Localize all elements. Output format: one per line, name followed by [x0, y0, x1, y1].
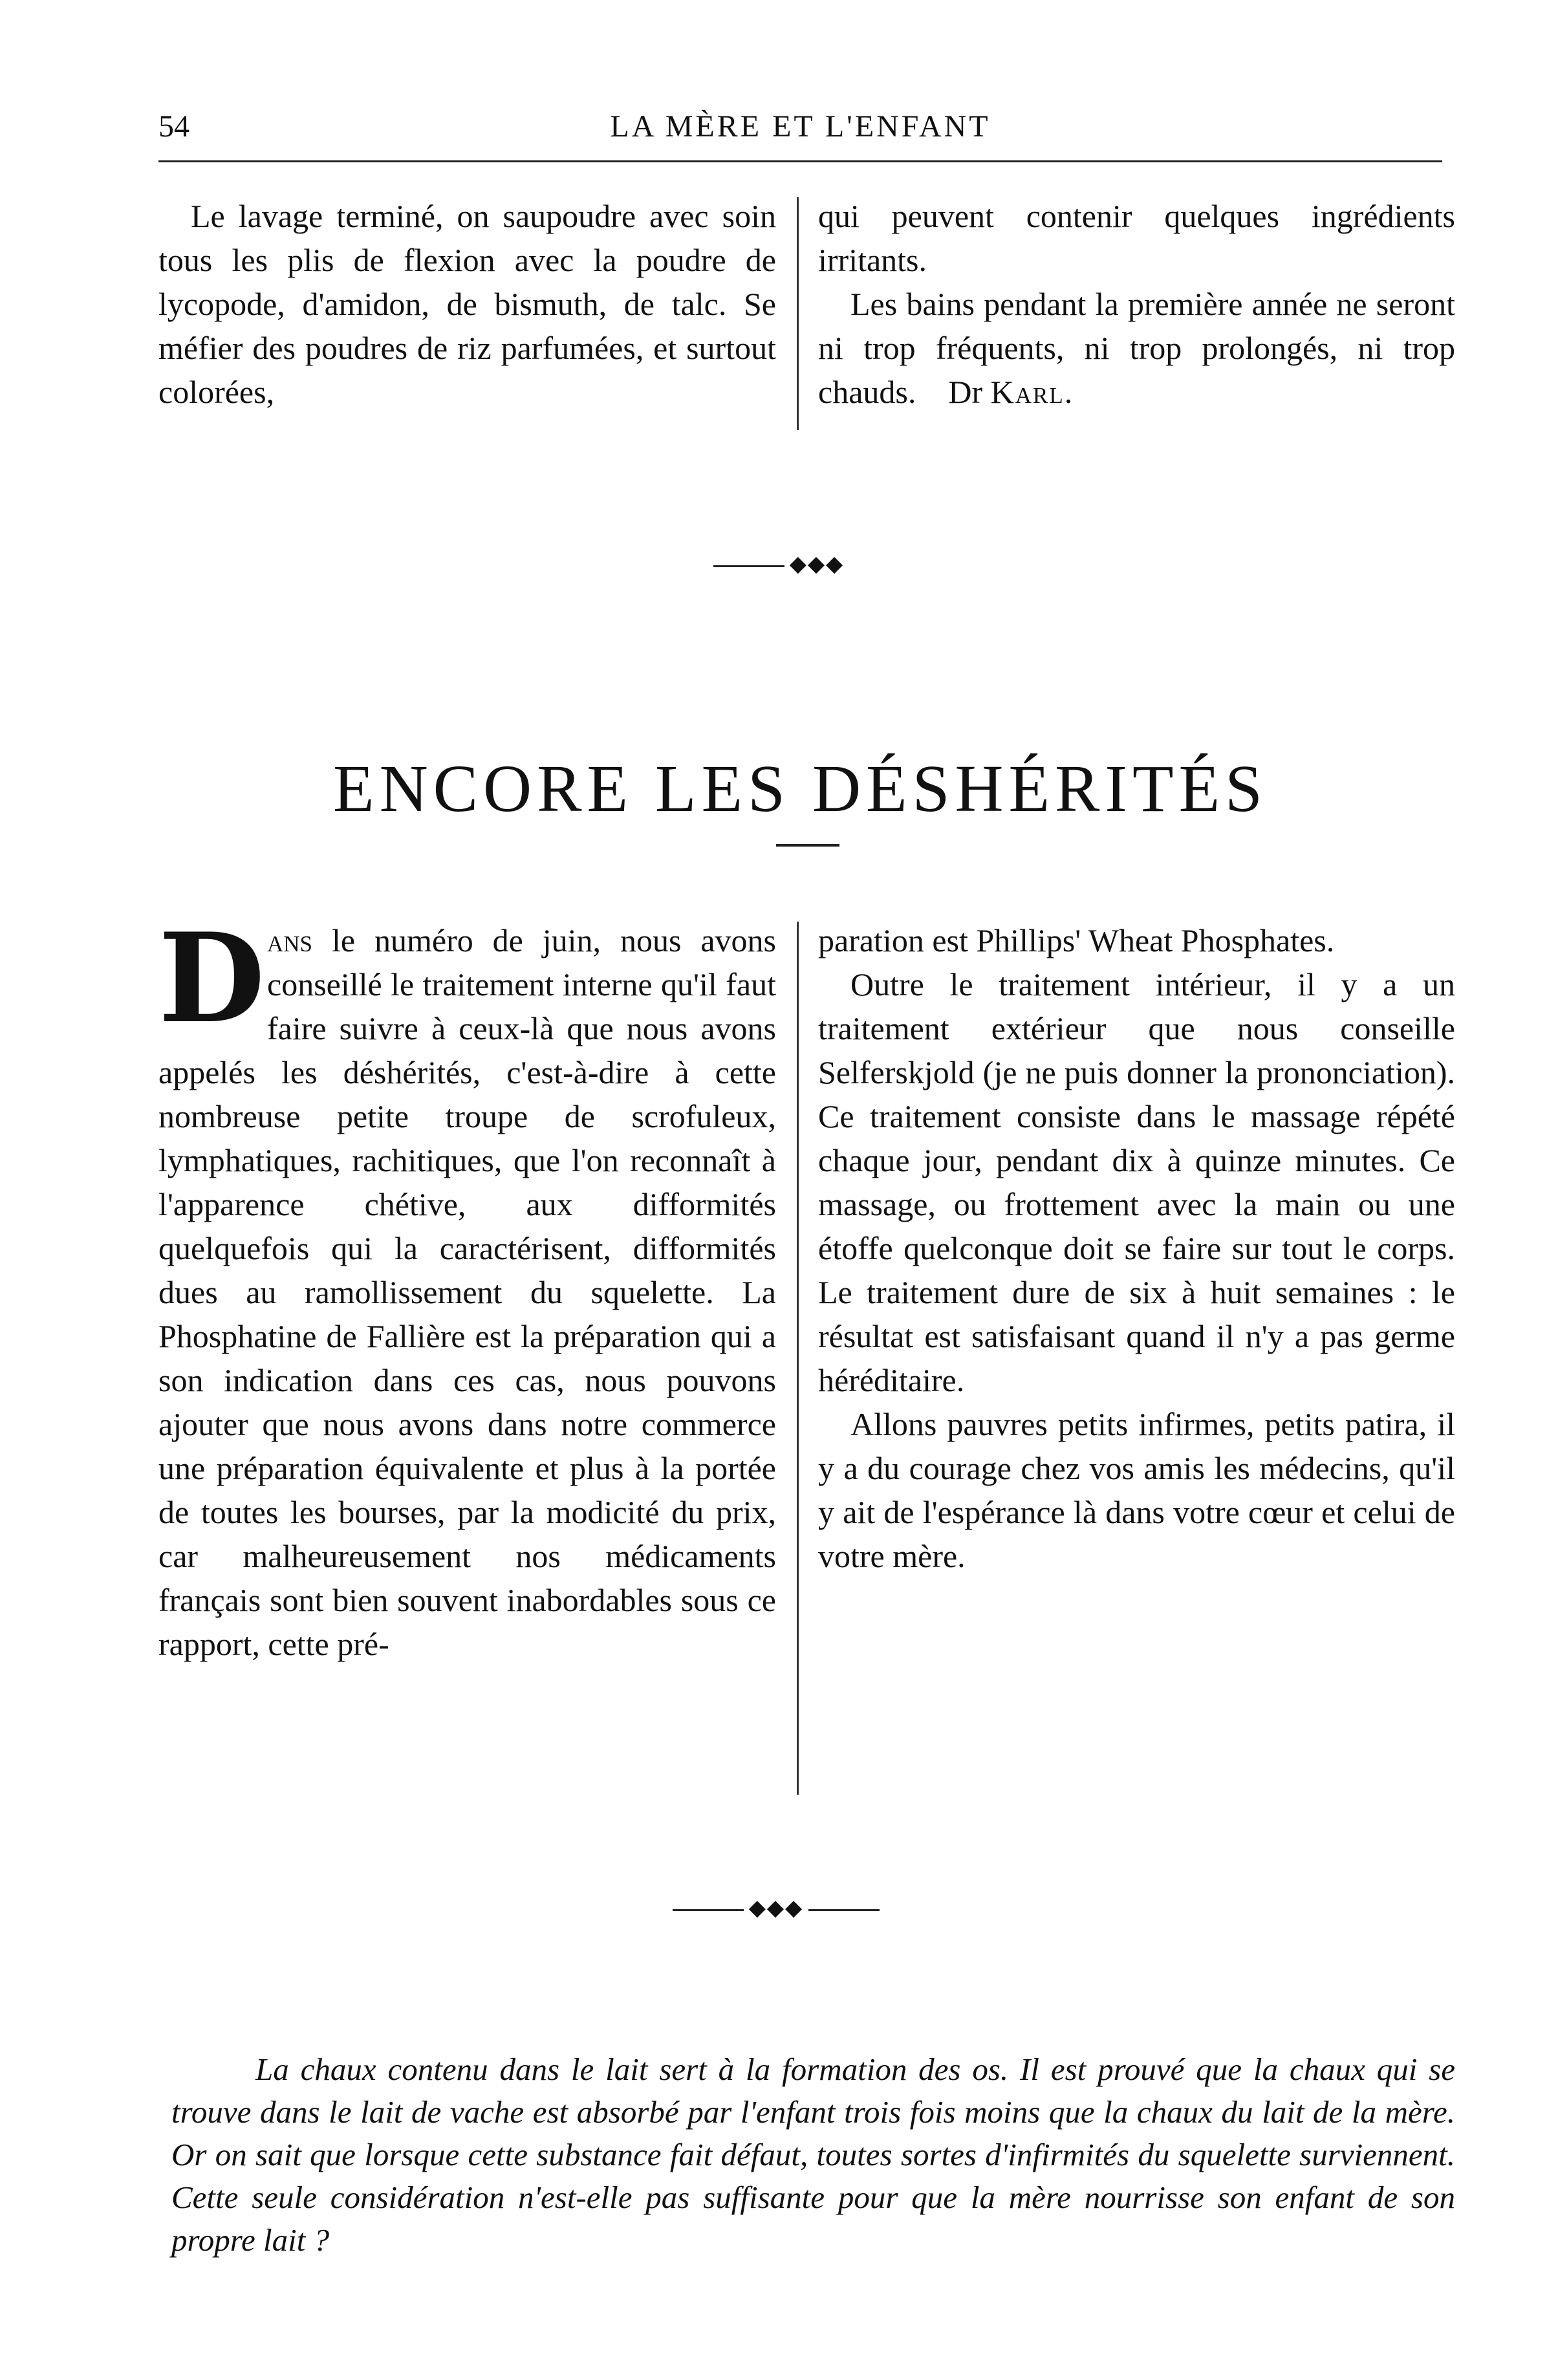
drop-cap-letter: D — [158, 906, 265, 1050]
previous-article-left-column — [158, 194, 776, 414]
ornament-diamonds-bottom: ◆◆◆ — [748, 1896, 804, 1920]
section-ornament-bottom — [640, 1895, 912, 1921]
article-right-paragraph-3: Allons pauvres petits infirmes, petits patira, il y a du courage chez vos amis les médecins, qu'il y ait de l'espérance là dans votre cœur et celui de votre mère. — [818, 1406, 1455, 1574]
ornament-line-left — [713, 565, 784, 567]
header-rule — [158, 160, 1442, 162]
column-divider-top — [797, 197, 799, 430]
page-number: 54 — [158, 109, 189, 144]
author-signature — [948, 374, 1074, 410]
running-header — [158, 109, 1442, 147]
ornament-line-right-bottom — [808, 1909, 880, 1911]
article-right-paragraph-2: Outre le traitement intérieur, il y a un traitement extérieur que nous conseille Selferskjold (je ne puis donner la prononciation). Ce traitement consiste dans le massage répété chaque jour, pendant dix à quinze minutes. Ce massage, ou frottement avec la main ou une étoffe quelconque doit se faire sur tout le corps. Le traitement dure de six à huit semaines : le résultat est satisfaisant quand il n'y a pas germe héréditaire. — [818, 966, 1455, 1398]
previous-article-right-paragraph-2 — [818, 282, 1455, 414]
previous-article-right-paragraph-1: qui peuvent contenir quelques ingrédients irritants. — [818, 198, 1455, 278]
section-ornament-top — [647, 551, 905, 577]
previous-article-right-column — [818, 194, 1455, 414]
article-left-column — [158, 906, 777, 1666]
signature-title: Dr — [948, 374, 983, 410]
article-title: ENCORE LES DÉSHÉRITÉS — [333, 751, 1268, 826]
previous-article-closing-text: Les bains pendant la première année ne seront ni trop fréquents, ni trop prolongés, ni trop chauds. — [818, 286, 1455, 410]
title-rule — [776, 844, 839, 847]
drop-cap-rest: ans — [267, 922, 313, 958]
running-title: LA MÈRE ET L'ENFANT — [610, 109, 991, 144]
previous-article-left-text: Le lavage terminé, on saupoudre avec soin tous les plis de flexion avec la poudre de lycopode, d'amidon, de bismuth, de talc. Se méfier des poudres de riz parfumées, et surtout colorées, — [158, 198, 776, 410]
ornament-line-left-bottom — [673, 1909, 744, 1911]
article-left-body: le numéro de juin, nous avons conseillé le traitement interne qu'il faut faire suivre à ceux-là que nous avons appelés les déshérités, c'est-à-dire à cette nombreuse petite troupe de scrofuleux, lymphatiques, rachitiques, que l'on reconnaît à l'apparence chétive, aux difformités quelquefois qui la caractérisent, difformités dues au ramollissement du squelette. La Phosphatine de Fallière est la préparation qui a son indication dans ces cas, nous pouvons ajouter que nous avons dans notre commerce une préparation équivalente et plus à la portée de toutes les bourses, par la modicité du prix, car malheureusement nos médicaments français sont bien souvent inabordables sous ce rapport, cette pré- — [158, 922, 777, 1662]
article-right-paragraph-1: paration est Phillips' Wheat Phosphates. — [818, 922, 1335, 958]
article-right-column — [818, 918, 1455, 1578]
ornament-diamonds-top: ◆◆◆ — [789, 552, 845, 576]
article-left-text — [158, 906, 777, 1666]
column-divider-main — [797, 922, 799, 1795]
signature-name: Karl. — [990, 374, 1074, 410]
italic-note: La chaux contenu dans le lait sert à la formation des os. Il est prouvé que la chaux qui se trouve dans le lait de vache est absorbé par l'enfant trois fois moins que la chaux du lait de la mère. Or on sait que lorsque cette substance fait défaut, toutes sortes d'infirmités du squelette surviennent. Cette seule considération n'est-elle pas suffisante pour que la mère nourrisse son enfant de son propre lait ? — [171, 2051, 1455, 2258]
